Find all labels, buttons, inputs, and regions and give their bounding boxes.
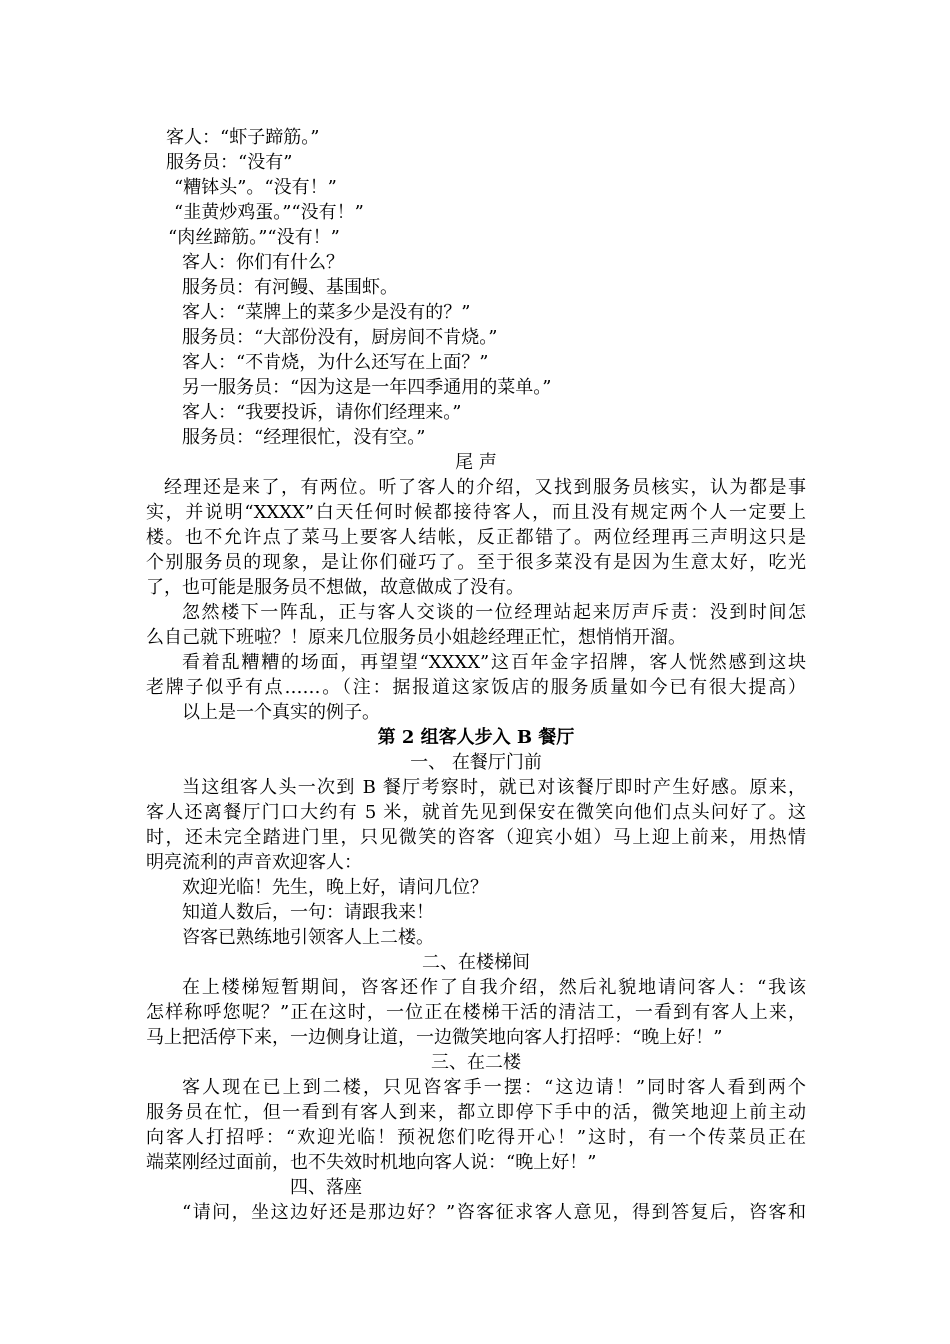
dialogue-line: 服务员：“经理很忙，没有空。”	[182, 427, 426, 448]
paragraph-line: 服务员在忙，但一看到有客人到来，都立即停下手中的活，微笑地迎上前主动	[146, 1102, 806, 1123]
paragraph-line: 端菜刚经过面前，也不失效时机地向客人说：“晚上好！”	[146, 1152, 597, 1173]
paragraph-line: 个别服务员的现象，是让你们碰巧了。至于很多菜没有是因为生意太好，吃光	[146, 552, 806, 573]
subheading-stairs: 二、在楼梯间	[422, 952, 530, 973]
paragraph-line: 老牌子似乎有点……。（注：据报道这家饭店的服务质量如今已有很大提高）	[146, 677, 806, 698]
paragraph-line: 经理还是来了，有两位。听了客人的介绍，又找到服务员核实，认为都是事	[164, 477, 806, 498]
paragraph-line: 客人还离餐厅门口大约有 5 米，就首先见到保安在微笑向他们点头问好了。这	[146, 802, 806, 823]
paragraph-line: 欢迎光临！先生，晚上好，请问几位？	[182, 877, 488, 898]
paragraph-line: 向客人打招呼：“欢迎光临！预祝您们吃得开心！”这时，有一个传菜员正在	[146, 1127, 806, 1148]
dialogue-line: 服务员：“大部份没有，厨房间不肯烧。”	[182, 327, 498, 348]
paragraph-line: 以上是一个真实的例子。	[182, 702, 380, 723]
paragraph-line: 咨客已熟练地引领客人上二楼。	[182, 927, 434, 948]
paragraph-line: 楼。也不允许点了菜马上要客人结帐，反正都错了。两位经理再三声明这只是	[146, 527, 806, 548]
section-heading-epilogue: 尾 声	[455, 452, 497, 473]
paragraph-line: 当这组客人头一次到 B 餐厅考察时，就已对该餐厅即时产生好感。原来，	[182, 777, 806, 798]
paragraph-line: 明亮流利的声音欢迎客人：	[146, 852, 362, 873]
dialogue-line: 客人：“虾子蹄筋。”	[166, 127, 320, 148]
dialogue-line: “糟钵头”。“没有！”	[174, 177, 337, 198]
dialogue-line: “韭黄炒鸡蛋。”“没有！”	[174, 202, 364, 223]
paragraph-line: 忽然楼下一阵乱，正与客人交谈的一位经理站起来厉声斥责：没到时间怎	[182, 602, 806, 623]
subheading-at-door: 一、 在餐厅门前	[410, 752, 542, 773]
paragraph-line: 了，也可能是服务员不想做，故意做成了没有。	[146, 577, 524, 598]
paragraph-line: 知道人数后，一句：请跟我来！	[182, 902, 434, 923]
paragraph-line: 客人现在已上到二楼，只见咨客手一摆：“这边请！”同时客人看到两个	[182, 1077, 806, 1098]
dialogue-line: “肉丝蹄筋。”“没有！”	[168, 227, 340, 248]
paragraph-line: 看着乱糟糟的场面，再望望“XXXX”这百年金字招牌，客人恍然感到这块	[182, 652, 806, 673]
dialogue-line: 另一服务员：“因为这是一年四季通用的菜单。”	[182, 377, 552, 398]
paragraph-line: 实，并说明“XXXX”白天任何时候都接待客人，而且没有规定两个人一定要上	[146, 502, 806, 523]
dialogue-line: 客人：“不肯烧，为什么还写在上面？”	[182, 352, 489, 373]
paragraph-line: 马上把活停下来，一边侧身让道，一边微笑地向客人打招呼：“晚上好！”	[146, 1027, 723, 1048]
dialogue-line: 服务员：有河鳗、基围虾。	[182, 277, 398, 298]
paragraph-line: “请问，坐这边好还是那边好？”咨客征求客人意见，得到答复后，咨客和	[182, 1202, 806, 1223]
dialogue-line: 客人：你们有什么？	[182, 252, 344, 273]
section-title-group-2: 第 2 组客人步入 B 餐厅	[377, 727, 575, 748]
dialogue-line: 服务员：“没有”	[166, 152, 293, 173]
paragraph-line: 时，还未完全踏进门里，只见微笑的咨客（迎宾小姐）马上迎上前来，用热情	[146, 827, 806, 848]
dialogue-line: 客人：“菜牌上的菜多少是没有的？”	[182, 302, 471, 323]
paragraph-line: 么自己就下班啦？！原来几位服务员小姐趁经理正忙，想悄悄开溜。	[146, 627, 686, 648]
dialogue-line: 客人：“我要投诉，请你们经理来。”	[182, 402, 462, 423]
subheading-seating: 四、落座	[290, 1177, 362, 1198]
paragraph-line: 怎样称呼您呢？”正在这时，一位正在楼梯干活的清洁工，一看到有客人上来，	[146, 1002, 806, 1023]
paragraph-line: 在上楼梯短暂期间，咨客还作了自我介绍，然后礼貌地请问客人：“我该	[182, 977, 806, 998]
subheading-second-floor: 三、在二楼	[431, 1052, 521, 1073]
